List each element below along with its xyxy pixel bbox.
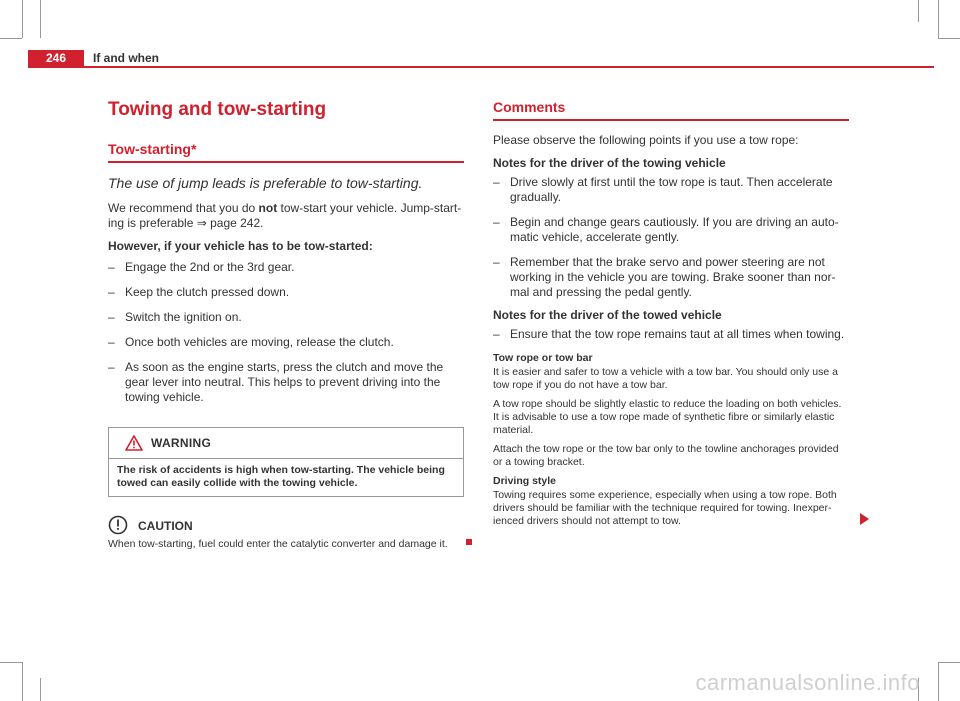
- section-end-marker: [466, 539, 472, 545]
- caution-text: When tow-starting, fuel could enter the catalytic converter and damage it.: [108, 538, 448, 550]
- list-item: – Engage the 2nd or the 3rd gear.: [108, 260, 295, 274]
- towed-driver-list: [493, 327, 849, 342]
- caution-label: CAUTION: [138, 519, 193, 533]
- left-column: [108, 96, 464, 551]
- driving-style-text: Towing requires some experience, especially when using a tow rope. Both drivers should be familiar with the technique required for towing. Inexper-ienced drivers should not attempt to tow.: [493, 489, 837, 527]
- crop-mark: [22, 662, 23, 701]
- page-number: 246: [28, 50, 84, 67]
- crop-mark: [0, 662, 22, 663]
- list-item: – Switch the ignition on.: [108, 310, 242, 324]
- crop-mark: [22, 0, 23, 38]
- header-rule: [28, 66, 934, 68]
- steps-list: [108, 260, 464, 405]
- right-column: [493, 96, 849, 528]
- towed-driver-heading: Notes for the driver of the towed vehicle: [493, 308, 722, 322]
- subsection-title: Tow-starting*: [108, 138, 464, 163]
- crop-mark: [0, 38, 22, 39]
- page-title: Towing and tow-starting: [108, 99, 327, 120]
- crop-mark: [40, 678, 41, 701]
- crop-mark: [40, 22, 41, 38]
- list-item: – Drive slowly at first until the tow rope is taut. Then accelerate gradually.: [493, 175, 833, 204]
- list-item: – Ensure that the tow rope remains taut at all times when towing.: [493, 327, 845, 341]
- if-needed-heading: However, if your vehicle has to be tow-started:: [108, 239, 373, 253]
- list-item: – As soon as the engine starts, press the clutch and move the gear lever into neutral. This helps to prevent driving into the towing vehicle.: [108, 360, 444, 404]
- caution-box: [108, 515, 464, 551]
- lead-text: The use of jump leads is preferable to tow-starting.: [108, 175, 423, 191]
- watermark: carmanualsonline.info: [695, 670, 920, 695]
- warning-box: [108, 427, 464, 497]
- tow-rope-paragraph: Attach the tow rope or the tow bar only to the towline anchorages provided or a towing bracket.: [493, 443, 839, 468]
- crop-mark: [938, 662, 960, 663]
- comments-intro: Please observe the following points if you use a tow rope:: [493, 133, 799, 147]
- crop-mark: [40, 0, 41, 22]
- towing-driver-list: [493, 175, 849, 300]
- comments-title: Comments: [493, 96, 849, 121]
- crop-mark: [918, 0, 919, 22]
- list-item: – Once both vehicles are moving, release the clutch.: [108, 335, 394, 349]
- continue-arrow-icon: [860, 513, 869, 525]
- tow-rope-paragraph: A tow rope should be slightly elastic to reduce the loading on both vehicles. It is advisable to use a tow rope made of synthetic fibre or similarly elastic material.: [493, 398, 842, 436]
- tow-rope-heading: Tow rope or tow bar: [493, 352, 593, 364]
- list-item: – Keep the clutch pressed down.: [108, 285, 290, 299]
- caution-icon: [108, 515, 128, 535]
- warning-triangle-icon: [125, 435, 143, 451]
- towing-driver-heading: Notes for the driver of the towing vehicle: [493, 156, 726, 170]
- driving-style-heading: Driving style: [493, 475, 557, 487]
- crop-mark: [938, 0, 939, 38]
- tow-rope-paragraph: It is easier and safer to tow a vehicle with a tow bar. You should only use a tow rope if you do not have a tow bar.: [493, 366, 838, 391]
- crop-mark: [938, 38, 960, 39]
- section-title: If and when: [93, 51, 159, 65]
- list-item: – Remember that the brake servo and power steering are not working in the vehicle you are towing. Brake sooner than nor-mal and pressing the pedal gently.: [493, 255, 836, 299]
- warning-text: The risk of accidents is high when tow-starting. The vehicle being towed can easily collide with the towing vehicle.: [117, 464, 445, 489]
- crop-mark: [938, 662, 939, 701]
- warning-label: WARNING: [151, 436, 212, 450]
- list-item: – Begin and change gears cautiously. If you are driving an auto-matic vehicle, accelerate gently.: [493, 215, 839, 244]
- intro-paragraph: We recommend that you do not tow-start your vehicle. Jump-start-ing is preferable ⇒ page 242.: [108, 201, 462, 230]
